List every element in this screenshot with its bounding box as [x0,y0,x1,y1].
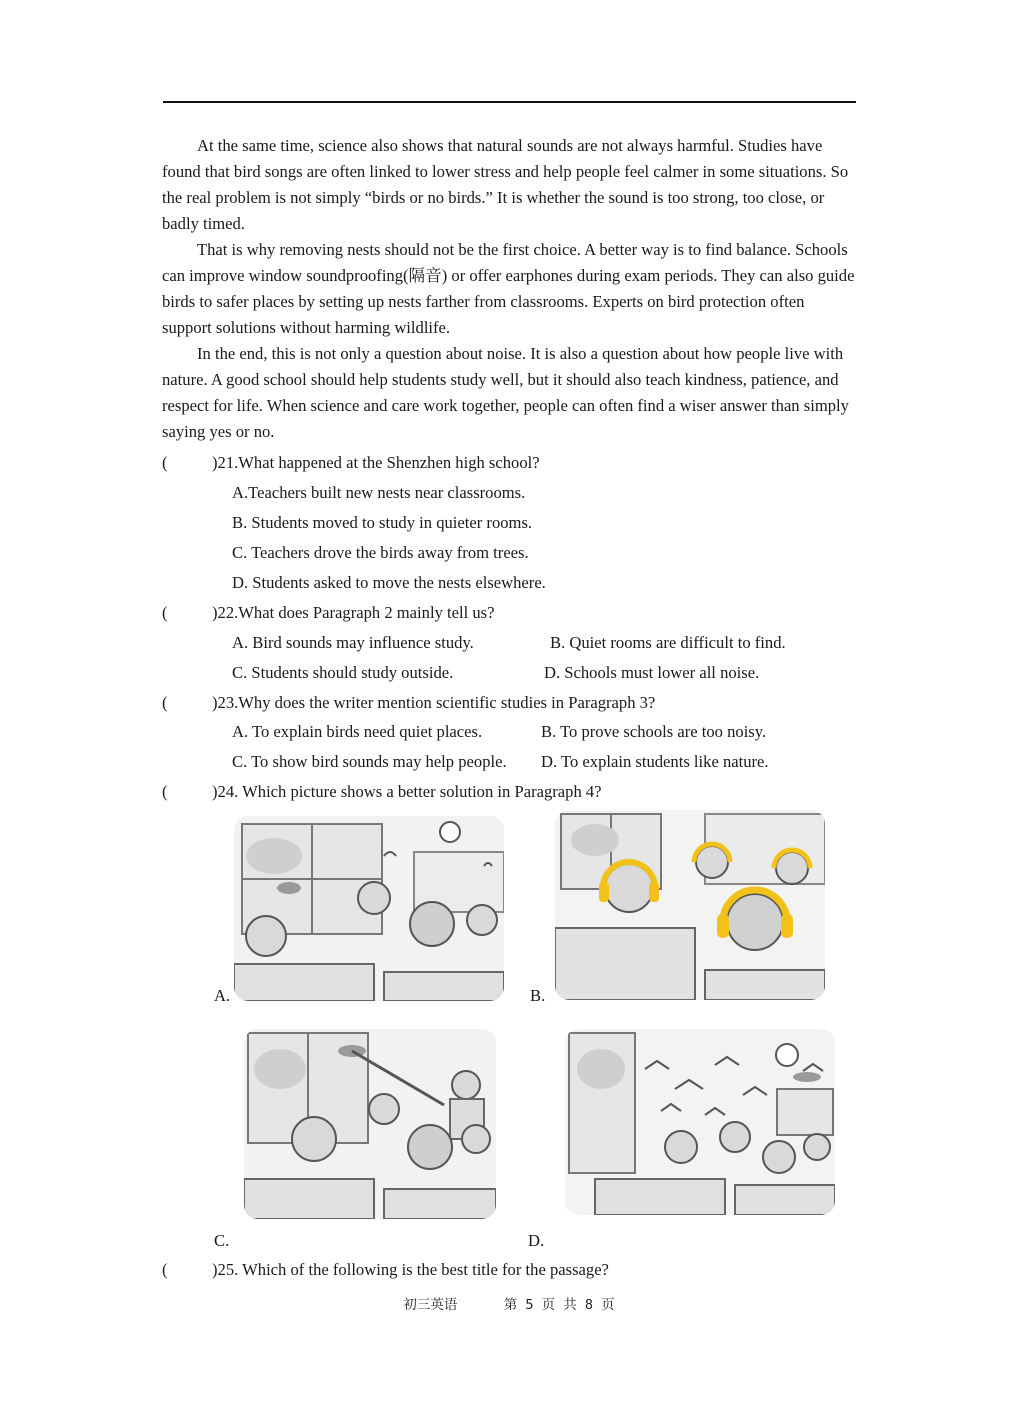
question-21 [162,450,540,476]
picture-label-a: A. [214,986,231,1005]
question-stem: )21.What happened at the Shenzhen high school? [212,453,540,472]
q23-option-d: D. To explain students like nature. [541,752,769,771]
passage-paragraph-5: In the end, this is not only a question about noise. It is also a question about how people live with nature. A good school should help students study well, but it should also teach kindness, patience, and respect for life. When science and care work together, people can often find a wiser answer than simply saying yes or no. [162,344,849,441]
question-23 [162,690,655,716]
question-24 [162,779,602,805]
picture-a-noisy-classroom [234,816,504,1001]
picture-b-headphones-classroom [555,810,825,1000]
q21-option-a: A.Teachers built new nests near classrooms. [232,483,526,502]
question-22 [162,600,494,626]
picture-label-b: B. [530,986,546,1005]
q23-option-c: C. To show bird sounds may help people. [232,752,507,771]
header-rule [163,101,856,103]
q22-option-a: A. Bird sounds may influence study. [232,633,474,652]
answer-blank[interactable]: ( [162,693,168,712]
q22-option-c: C. Students should study outside. [232,663,454,682]
q22-option-b: B. Quiet rooms are difficult to find. [550,633,786,652]
question-stem: )25. Which of the following is the best title for the passage? [212,1260,609,1279]
picture-label-c: C. [214,1231,230,1250]
question-25 [162,1257,609,1283]
answer-blank[interactable]: ( [162,603,168,622]
answer-blank[interactable]: ( [162,782,168,801]
answer-blank[interactable]: ( [162,453,168,472]
classroom-sketch-c [244,1029,496,1219]
footer-subject: 初三英语 [403,1297,458,1313]
q22-option-d: D. Schools must lower all noise. [544,663,760,682]
question-stem: )24. Which picture shows a better solution in Paragraph 4? [212,782,602,801]
q21-option-d: D. Students asked to move the nests elsewhere. [232,573,546,592]
picture-d-birds-in-classroom [565,1029,835,1215]
q23-option-b: B. To prove schools are too noisy. [541,722,767,741]
passage-paragraph-3: At the same time, science also shows that natural sounds are not always harmful. Studies have found that bird songs are often linked to lower stress and help people feel calmer in some situations. So the real problem is not simply “birds or no birds.” It is whether the sound is too strong, too close, or badly timed. [162,136,849,233]
question-stem: )22.What does Paragraph 2 mainly tell us? [212,603,495,622]
q21-option-c: C. Teachers drove the birds away from trees. [232,543,529,562]
footer-page-info: 第 5 页 共 8 页 [503,1297,615,1313]
page-footer [0,1293,1018,1313]
classroom-sketch-b [555,810,825,1000]
answer-blank[interactable]: ( [162,1260,168,1279]
classroom-sketch-a [234,816,504,1001]
passage-paragraph-4: That is why removing nests should not be the first choice. A better way is to find balance. Schools can improve window soundproofing(隔音) or offer earphones during exam periods. They can also guide birds to safer places by setting up nests farther from classrooms. Experts on bird protection often support solutions without harming wildlife. [162,240,855,337]
question-stem: )23.Why does the writer mention scientific studies in Paragraph 3? [212,693,656,712]
picture-c-teacher-removing-nest [244,1029,496,1219]
q21-option-b: B. Students moved to study in quieter rooms. [232,513,533,532]
picture-label-d: D. [528,1231,545,1250]
q23-option-a: A. To explain birds need quiet places. [232,722,483,741]
classroom-sketch-d [565,1029,835,1215]
